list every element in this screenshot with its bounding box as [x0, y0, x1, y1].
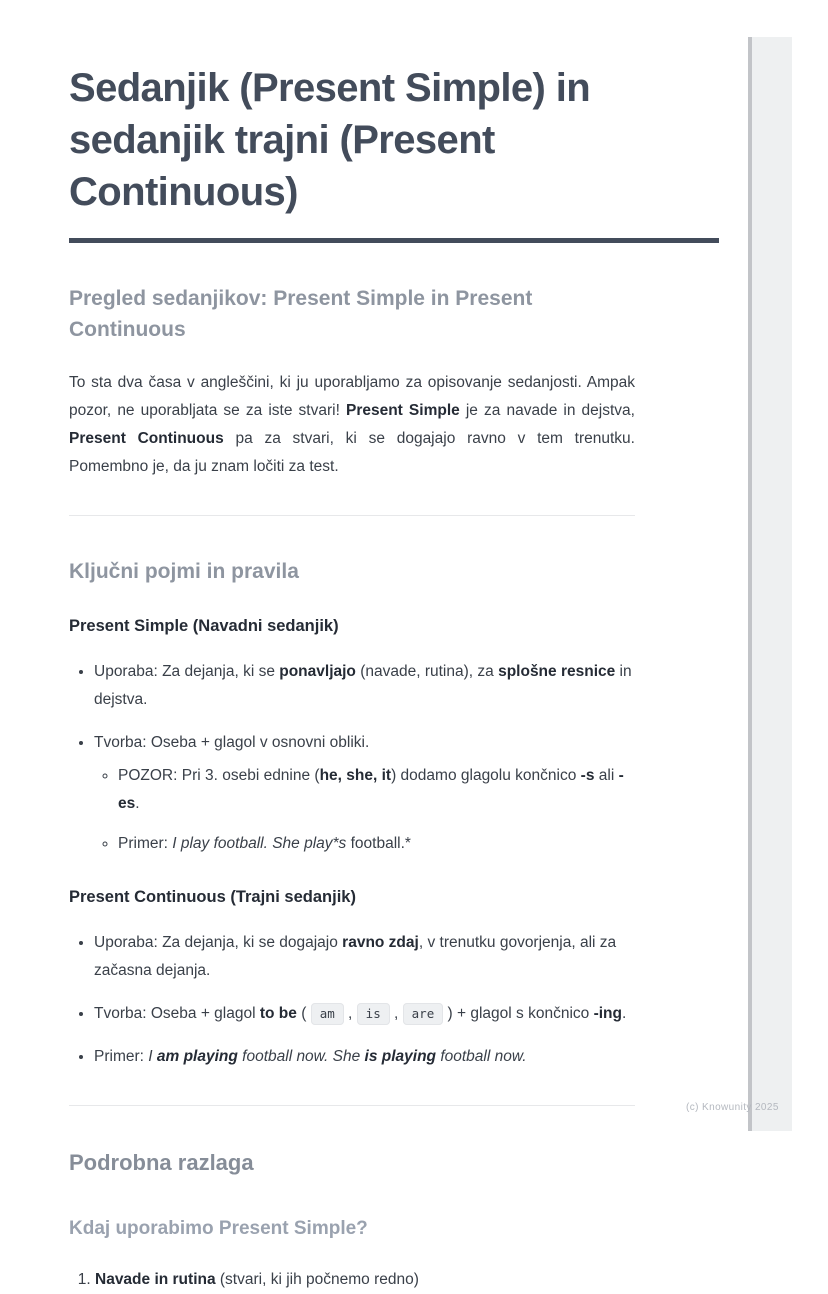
text-segment: Uporaba: Za dejanja, ki se dogajajo: [94, 934, 343, 951]
title-rule: [69, 238, 719, 243]
text-segment: ) dodamo glagolu končnico: [391, 767, 581, 784]
text-segment: ali: [594, 767, 619, 784]
text-segment: (navade, rutina), za: [355, 663, 499, 680]
present-simple-bullet-list: [69, 658, 635, 858]
overview-heading: Pregled sedanjikov: Present Simple in Present Continuous: [69, 287, 533, 341]
text-segment: ponavljajo: [279, 663, 356, 680]
overview-paragraph: [69, 369, 635, 481]
present-simple-subheading: Present Simple (Navadni sedanjik): [69, 617, 339, 635]
text-segment: splošne resnice: [498, 663, 616, 680]
text-segment: Present Continuous: [69, 430, 224, 447]
text-segment: -s: [580, 767, 595, 784]
list-item: [94, 1000, 635, 1028]
section-divider: [69, 1105, 635, 1106]
text-segment: Tvorba: Oseba + glagol: [94, 1005, 260, 1022]
code-chip: am: [311, 1003, 344, 1025]
text-segment: ravno zdaj: [342, 934, 419, 951]
text-segment: .: [135, 795, 140, 812]
text-segment: (stvari, ki jih počnemo redno): [215, 1271, 419, 1288]
list-item: [94, 729, 635, 858]
code-chip: is: [357, 1003, 390, 1025]
text-segment: he, she, it: [319, 767, 392, 784]
list-item: [94, 1043, 635, 1071]
detailed-subheading: Kdaj uporabimo Present Simple?: [69, 1218, 368, 1239]
present-continuous-subheading: Present Continuous (Trajni sedanjik): [69, 888, 356, 906]
text-segment: To sta dva časa v angleščini, ki ju uporabljamo za opisovanje sedanjosti. Ampak pozor, ne uporabljata se za iste stvari!: [69, 374, 635, 419]
text-segment: ,: [343, 1005, 357, 1022]
list-item: [95, 1266, 635, 1294]
text-segment: in dejstva.: [94, 663, 632, 708]
list-item-text: [94, 734, 369, 751]
text-segment: Tvorba: Oseba + glagol v osnovni obliki.: [94, 734, 370, 751]
text-segment: am playing: [156, 1048, 238, 1065]
list-item: [94, 929, 635, 985]
list-item: [94, 658, 635, 714]
watermark-text: (c) Knowunity 2025: [686, 1102, 779, 1113]
text-segment: ,: [389, 1005, 403, 1022]
text-segment: Primer:: [118, 835, 173, 852]
list-item: [118, 762, 635, 818]
text-segment: Uporaba: Za dejanja, ki se: [94, 663, 280, 680]
section-divider: [69, 515, 635, 516]
document-content: [69, 0, 635, 1294]
text-segment: football.*: [346, 835, 411, 852]
text-segment: ) + glagol s končnico: [443, 1005, 594, 1022]
text-segment: I play football. She play*s: [172, 835, 347, 852]
text-segment: football now. She: [237, 1048, 365, 1065]
text-segment: Navade in rutina: [95, 1271, 216, 1288]
text-segment: , v trenutku govorjenja, ali za začasna dejanja.: [94, 934, 617, 979]
text-segment: is playing: [364, 1048, 437, 1065]
text-segment: .: [622, 1005, 627, 1022]
scrollbar[interactable]: [748, 37, 792, 1131]
page-title: Sedanjik (Present Simple) in sedanjik trajni (Present Continuous): [69, 66, 591, 214]
text-segment: -es: [118, 767, 624, 812]
text-segment: je za navade in dejstva,: [459, 402, 635, 419]
present-continuous-bullet-list: [69, 929, 635, 1071]
list-item: [118, 830, 635, 858]
text-segment: -ing: [593, 1005, 622, 1022]
key-concepts-heading: Ključni pojmi in pravila: [69, 560, 299, 583]
text-segment: to be: [259, 1005, 297, 1022]
detailed-numbered-list: [69, 1266, 635, 1294]
text-segment: pa za stvari, ki se dogajajo ravno v tem trenutku. Pomembno je, da ju znam ločiti za test.: [69, 430, 635, 475]
present-simple-nested-list: [94, 762, 635, 858]
text-segment: I: [148, 1048, 157, 1065]
text-segment: football now.: [436, 1048, 527, 1065]
text-segment: POZOR: Pri 3. osebi ednine (: [118, 767, 320, 784]
text-segment: Primer:: [94, 1048, 149, 1065]
code-chip: are: [403, 1003, 444, 1025]
text-segment: (: [296, 1005, 311, 1022]
detailed-heading: Podrobna razlaga: [69, 1150, 254, 1175]
text-segment: Present Simple: [345, 402, 460, 419]
